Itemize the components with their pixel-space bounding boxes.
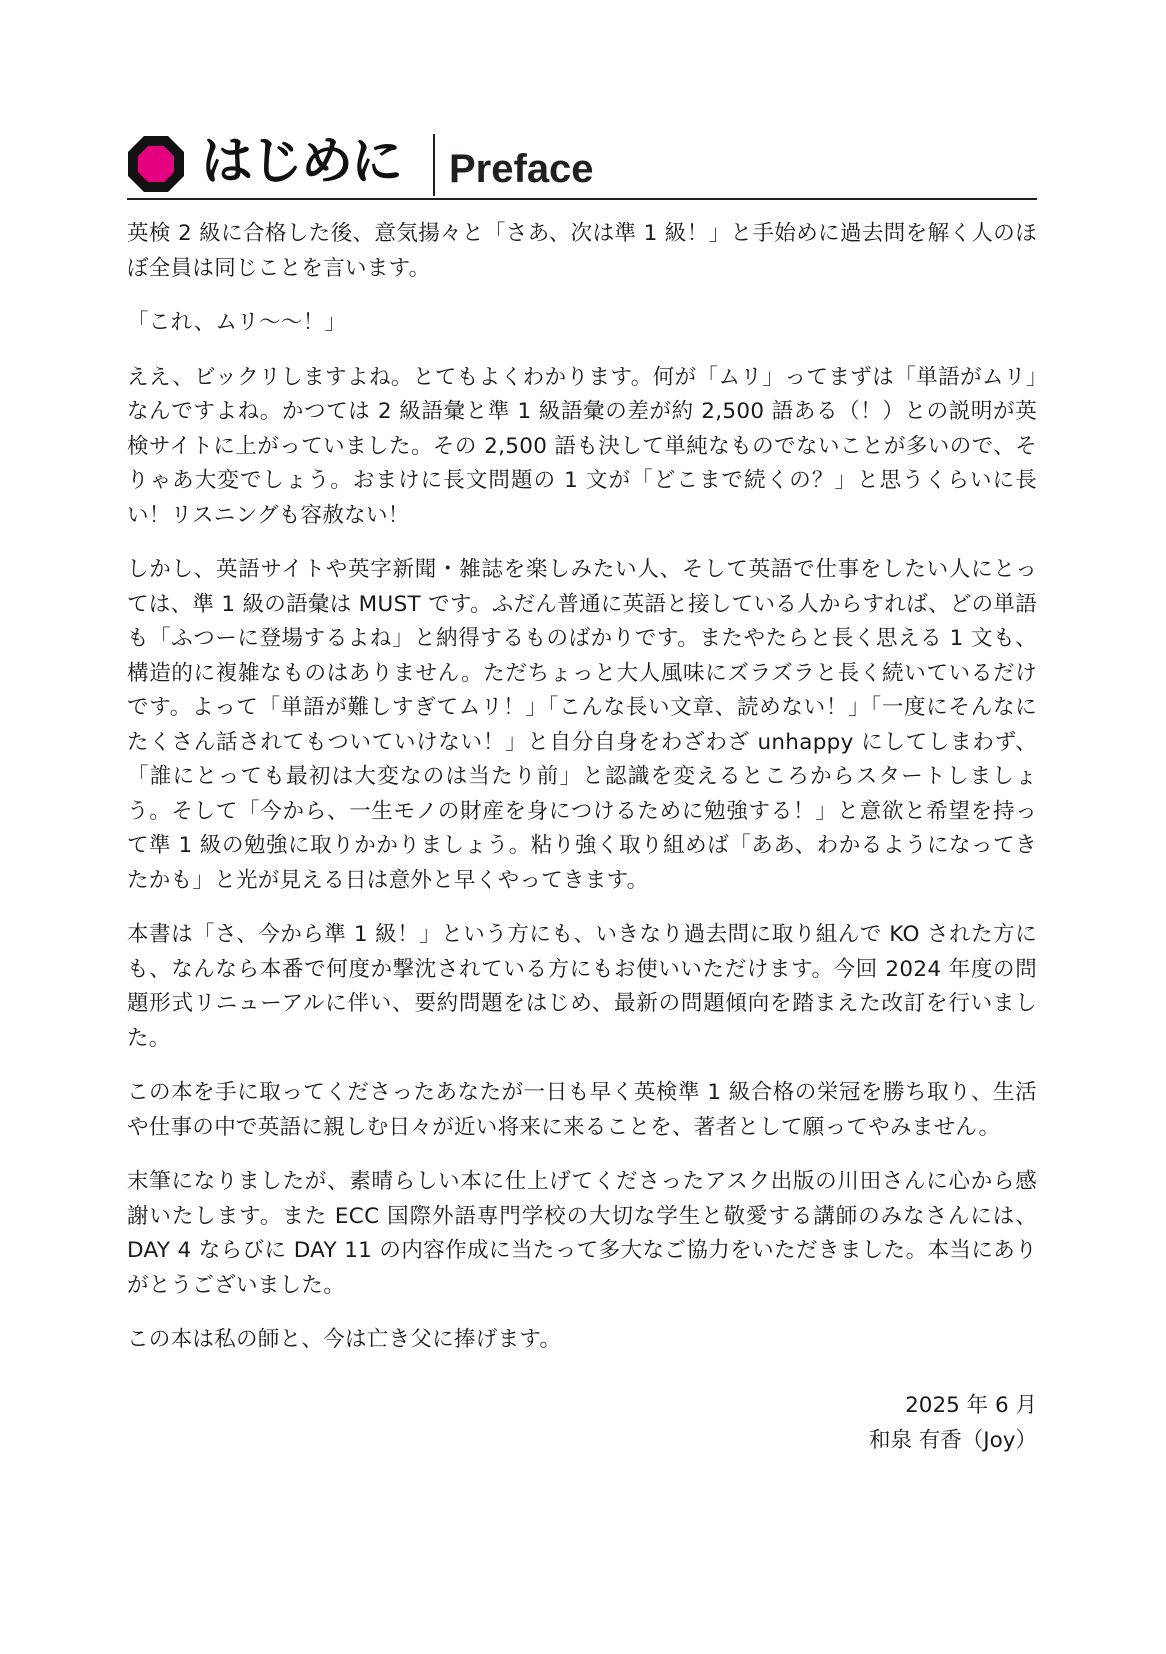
title-divider: [433, 134, 435, 196]
page-subtitle: Preface: [449, 147, 594, 191]
paragraph-7: 末筆になりましたが、素晴らしい本に仕上げてくださったアスク出版の川田さんに心から感謝いたします。また ECC 国際外語専門学校の大切な学生と敬愛する講師のみなさんには、DAY 4 ならびに DAY 11 の内容作成に当たって多大なご協力をいただきました。本当にありがとうございました。: [127, 1169, 1037, 1298]
paragraph-6: この本を手に取ってくださったあなたが一日も早く英検準 1 級合格の栄冠を勝ち取り、生活や仕事の中で英語に親しむ日々が近い将来に来ることを、著者として願ってやみません。: [127, 1080, 1037, 1140]
paragraph-3: ええ、ビックリしますよね。とてもよくわかります。何が「ムリ」ってまずは「単語がムリ」なんですよね。かつては 2 級語彙と準 1 級語彙の差が約 2,500 語ある（！）との説明が英検サイトに上がっていました。その 2,500 語も決して単純なものでないことが多いので、そりゃあ大変でしょう。おまけに長文問題の 1 文が「どこまで続くの？」と思うくらいに長い！リスニングも容赦ない！: [127, 364, 1037, 528]
octagon-logo-icon: [127, 135, 185, 193]
paragraph-8: この本は私の師と、今は亡き父に捧げます。: [127, 1327, 562, 1352]
signature-author: 和泉 有香（Joy）: [868, 1427, 1037, 1453]
preface-body: [127, 217, 1037, 1378]
paragraph-4: しかし、英語サイトや英字新聞・雑誌を楽しみたい人、そして英語で仕事をしたい人にとっては、準 1 級の語彙は MUST です。ふだん普通に英語と接している人からすれば、どの単語も「ふつーに登場するよね」と納得するものばかりです。またやたらと長く思える 1 文も、構造的に複雑なものはありません。ただちょっと大人風味にズラズラと長く続いているだけです。よって「単語が難しすぎてムリ！」「こんな長い文章、読めない！」「一度にそんなにたくさん話されてもついていけない！」と自分自身をわざわざ unhappy にしてしまわず、「誰にとっても最初は大変なのは当たり前」と認識を変えるところからスタートしましょう。そして「今から、一生モノの財産を身につけるために勉強する！」と意欲と希望を持って準 1 級の勉強に取りかかりましょう。粘り強く取り組めば「ああ、わかるようになってきたかも」と光が見える日は意外と早くやってきます。: [127, 557, 1037, 893]
signature-date: 2025 年 6 月: [905, 1393, 1037, 1418]
paragraph-1: 英検 2 級に合格した後、意気揚々と「さあ、次は準 1 級！」と手始めに過去問を解く人のほぼ全員は同じことを言います。: [127, 221, 1037, 281]
signature-block: [869, 1389, 1037, 1458]
paragraph-5: 本書は「さ、今から準 1 級！」という方にも、いきなり過去問に取り組んで KO された方にも、なんなら本番で何度か撃沈されている方にもお使いいただけます。今回 2024 年度の問題形式リニューアルに伴い、要約問題をはじめ、最新の問題傾向を踏まえた改訂を行いました。: [127, 922, 1037, 1051]
paragraph-2: 「これ、ムリ〜〜！」: [127, 310, 347, 335]
page-title: はじめに: [201, 132, 402, 192]
page-header: [127, 132, 1037, 200]
